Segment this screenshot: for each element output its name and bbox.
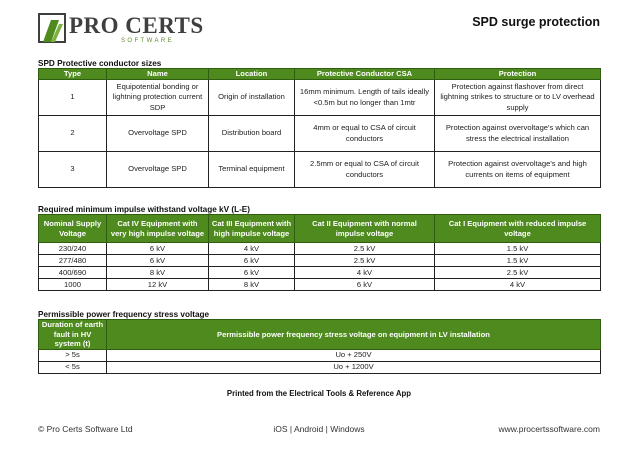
table-cell: 6 kV	[209, 255, 295, 267]
table-cell: Overvoltage SPD	[107, 152, 209, 188]
column-header: Name	[107, 69, 209, 80]
logo-mark-icon	[37, 12, 67, 44]
table-cell: 4 kV	[435, 279, 601, 291]
column-header: Cat II Equipment with normal impulse voltage	[295, 215, 435, 243]
column-header: Cat III Equipment with high impulse voltage	[209, 215, 295, 243]
table-cell: 6 kV	[209, 267, 295, 279]
table-cell: Equipotential bonding or lightning protection current SDP	[107, 80, 209, 116]
table-cell: 4mm or equal to CSA of circuit conductors	[295, 116, 435, 152]
table-cell: 6 kV	[107, 243, 209, 255]
table-cell: 6 kV	[107, 255, 209, 267]
column-header: Location	[209, 69, 295, 80]
column-header: Nominal Supply Voltage	[39, 215, 107, 243]
table-cell: 4 kV	[295, 267, 435, 279]
table-cell: 1000	[39, 279, 107, 291]
table-cell: 2.5 kV	[435, 267, 601, 279]
footer-website: www.procertssoftware.com	[498, 424, 600, 434]
section-title-impulse-voltage: Required minimum impulse withstand voltage kV (L-E)	[38, 205, 250, 214]
section-title-stress-voltage: Permissible power frequency stress voltage	[38, 310, 210, 319]
table-cell: Uo + 1200V	[107, 361, 601, 373]
table-cell: Terminal equipment	[209, 152, 295, 188]
table-cell: 16mm minimum. Length of tails ideally <0.5m but no longer than 1mtr	[295, 80, 435, 116]
column-header: Protection	[435, 69, 601, 80]
table-cell: 2.5 kV	[295, 243, 435, 255]
table-cell: 230/240	[39, 243, 107, 255]
brand-name: PRO CERTS	[69, 13, 204, 38]
table-row	[39, 152, 601, 188]
table-cell: 1.5 kV	[435, 243, 601, 255]
table-cell: Protection against overvoltage's and high currents on items of equipment	[435, 152, 601, 188]
table-cell: 8 kV	[209, 279, 295, 291]
table-row	[39, 116, 601, 152]
table-cell: 6 kV	[295, 279, 435, 291]
column-header: Protective Conductor CSA	[295, 69, 435, 80]
table-cell: Overvoltage SPD	[107, 116, 209, 152]
brand-logo	[37, 12, 204, 46]
column-header: Permissible power frequency stress voltage on equipment in LV installation	[107, 320, 601, 350]
table-cell: < 5s	[39, 361, 107, 373]
footer-copyright: © Pro Certs Software Ltd	[38, 424, 133, 434]
table-row	[39, 279, 601, 291]
table-cell: 2	[39, 116, 107, 152]
table-row	[39, 243, 601, 255]
table-cell: 8 kV	[107, 267, 209, 279]
table-cell: Protection against overvoltage's which can stress the electrical installation	[435, 116, 601, 152]
table-cell: 1	[39, 80, 107, 116]
table-row	[39, 349, 601, 361]
stress-voltage-table	[38, 319, 601, 374]
table-cell: 1.5 kV	[435, 255, 601, 267]
table-cell: > 5s	[39, 349, 107, 361]
table-cell: 277/480	[39, 255, 107, 267]
table-cell: Protection against flashover from direct lightning strikes to structure or to LV overhead supply	[435, 80, 601, 116]
section-title-conductor-sizes: SPD Protective conductor sizes	[38, 59, 162, 68]
impulse-voltage-table	[38, 214, 601, 291]
table-cell: 3	[39, 152, 107, 188]
table-cell: 4 kV	[209, 243, 295, 255]
table-cell: Distribution board	[209, 116, 295, 152]
table-cell: 12 kV	[107, 279, 209, 291]
brand-sub: SOFTWARE	[121, 38, 174, 44]
column-header: Cat IV Equipment with very high impulse voltage	[107, 215, 209, 243]
table-row	[39, 80, 601, 116]
column-header: Cat I Equipment with reduced impulse voltage	[435, 215, 601, 243]
conductor-sizes-table	[38, 68, 601, 188]
table-cell: Uo + 250V	[107, 349, 601, 361]
column-header: Duration of earth fault in HV system (t)	[39, 320, 107, 350]
table-row	[39, 267, 601, 279]
table-cell: 2.5mm or equal to CSA of circuit conductors	[295, 152, 435, 188]
printed-from-note: Printed from the Electrical Tools & Reference App	[226, 389, 412, 398]
table-cell: 400/690	[39, 267, 107, 279]
column-header: Type	[39, 69, 107, 80]
table-cell: Origin of installation	[209, 80, 295, 116]
table-cell: 2.5 kV	[295, 255, 435, 267]
page-title: SPD surge protection	[472, 15, 600, 29]
table-row	[39, 361, 601, 373]
footer-platforms: iOS | Android | Windows	[273, 424, 365, 434]
table-row	[39, 255, 601, 267]
